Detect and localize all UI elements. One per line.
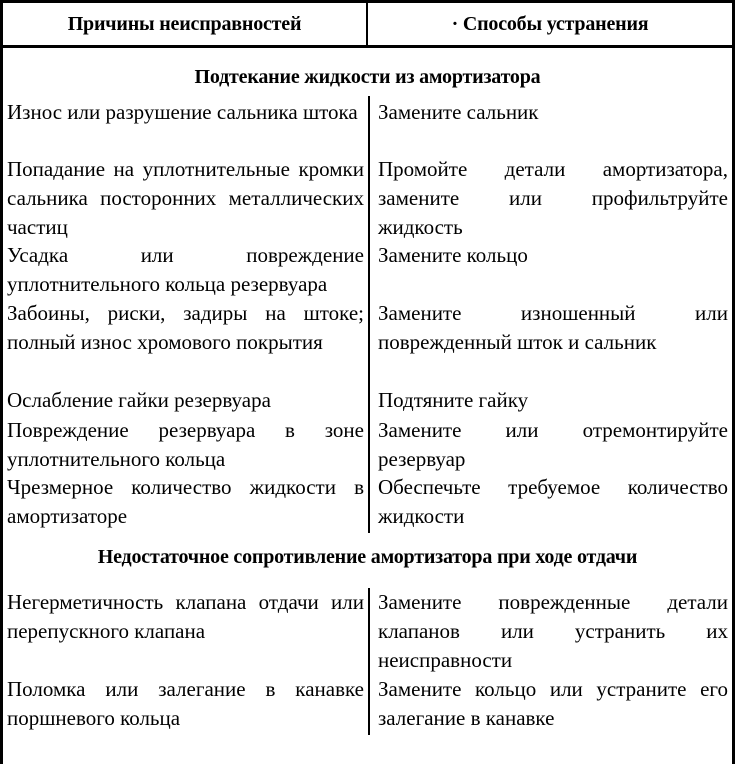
table-header: [3, 3, 732, 48]
remedy-cell: Замените кольцо или устраните его залегание в канавке: [378, 677, 728, 730]
section-title-rebound-resistance: Недостаточное сопротивление амортизатора при ходе отдачи: [97, 546, 638, 568]
section-title-leakage: Подтекание жидкости из амортизатора: [194, 66, 541, 88]
table-row: [3, 675, 732, 735]
cause-cell: Негерметичность клапана отдачи или перепускного клапана: [7, 590, 364, 643]
column-header-remedies: · Способы устранения: [451, 12, 649, 35]
table-row: [3, 473, 732, 533]
remedy-cell: Промойте детали амортизатора, замените или профильтруйте жидкость: [378, 157, 728, 239]
remedy-cell: Подтяните гайку: [378, 388, 529, 412]
table-row: [3, 588, 732, 675]
table-row: [3, 386, 732, 416]
cause-cell: Износ или разрушение сальника штока: [7, 100, 358, 124]
section-rows-rebound-resistance: [3, 588, 732, 735]
remedy-cell: Замените сальник: [378, 100, 539, 124]
cause-cell: Забоины, риски, задиры на штоке; полный износ хромового покрытия: [7, 301, 364, 354]
cause-cell: Усадка или повреждение уплотнительного кольца резервуара: [7, 243, 364, 296]
cause-cell: Повреждение резервуара в зоне уплотнительного кольца: [7, 418, 364, 471]
remedy-cell: Обеспечьте требуемое количество жидкости: [378, 475, 728, 528]
remedy-cell: Замените или отремонтируйте резервуар: [378, 418, 728, 471]
cause-cell: Поломка или залегание в канавке поршневого кольца: [7, 677, 364, 730]
section-rows-leakage: [3, 96, 732, 533]
cause-cell: Ослабление гайки резервуара: [7, 388, 271, 412]
cause-cell: Попадание на уплотнительные кромки сальника посторонних металлических частиц: [7, 157, 364, 239]
cause-cell: Чрезмерное количество жидкости в амортизаторе: [7, 475, 364, 528]
table-row: [3, 241, 732, 299]
column-header-causes: Причины неисправностей: [3, 3, 368, 45]
remedy-cell: Замените изношенный или поврежденный шток и сальник: [378, 301, 728, 354]
table-row: [3, 416, 732, 473]
table-row: [3, 98, 732, 155]
table-row: [3, 155, 732, 241]
remedy-cell: Замените поврежденные детали клапанов или устранить их неисправности: [378, 590, 728, 672]
table-row: [3, 299, 732, 386]
remedy-cell: Замените кольцо: [378, 243, 528, 267]
